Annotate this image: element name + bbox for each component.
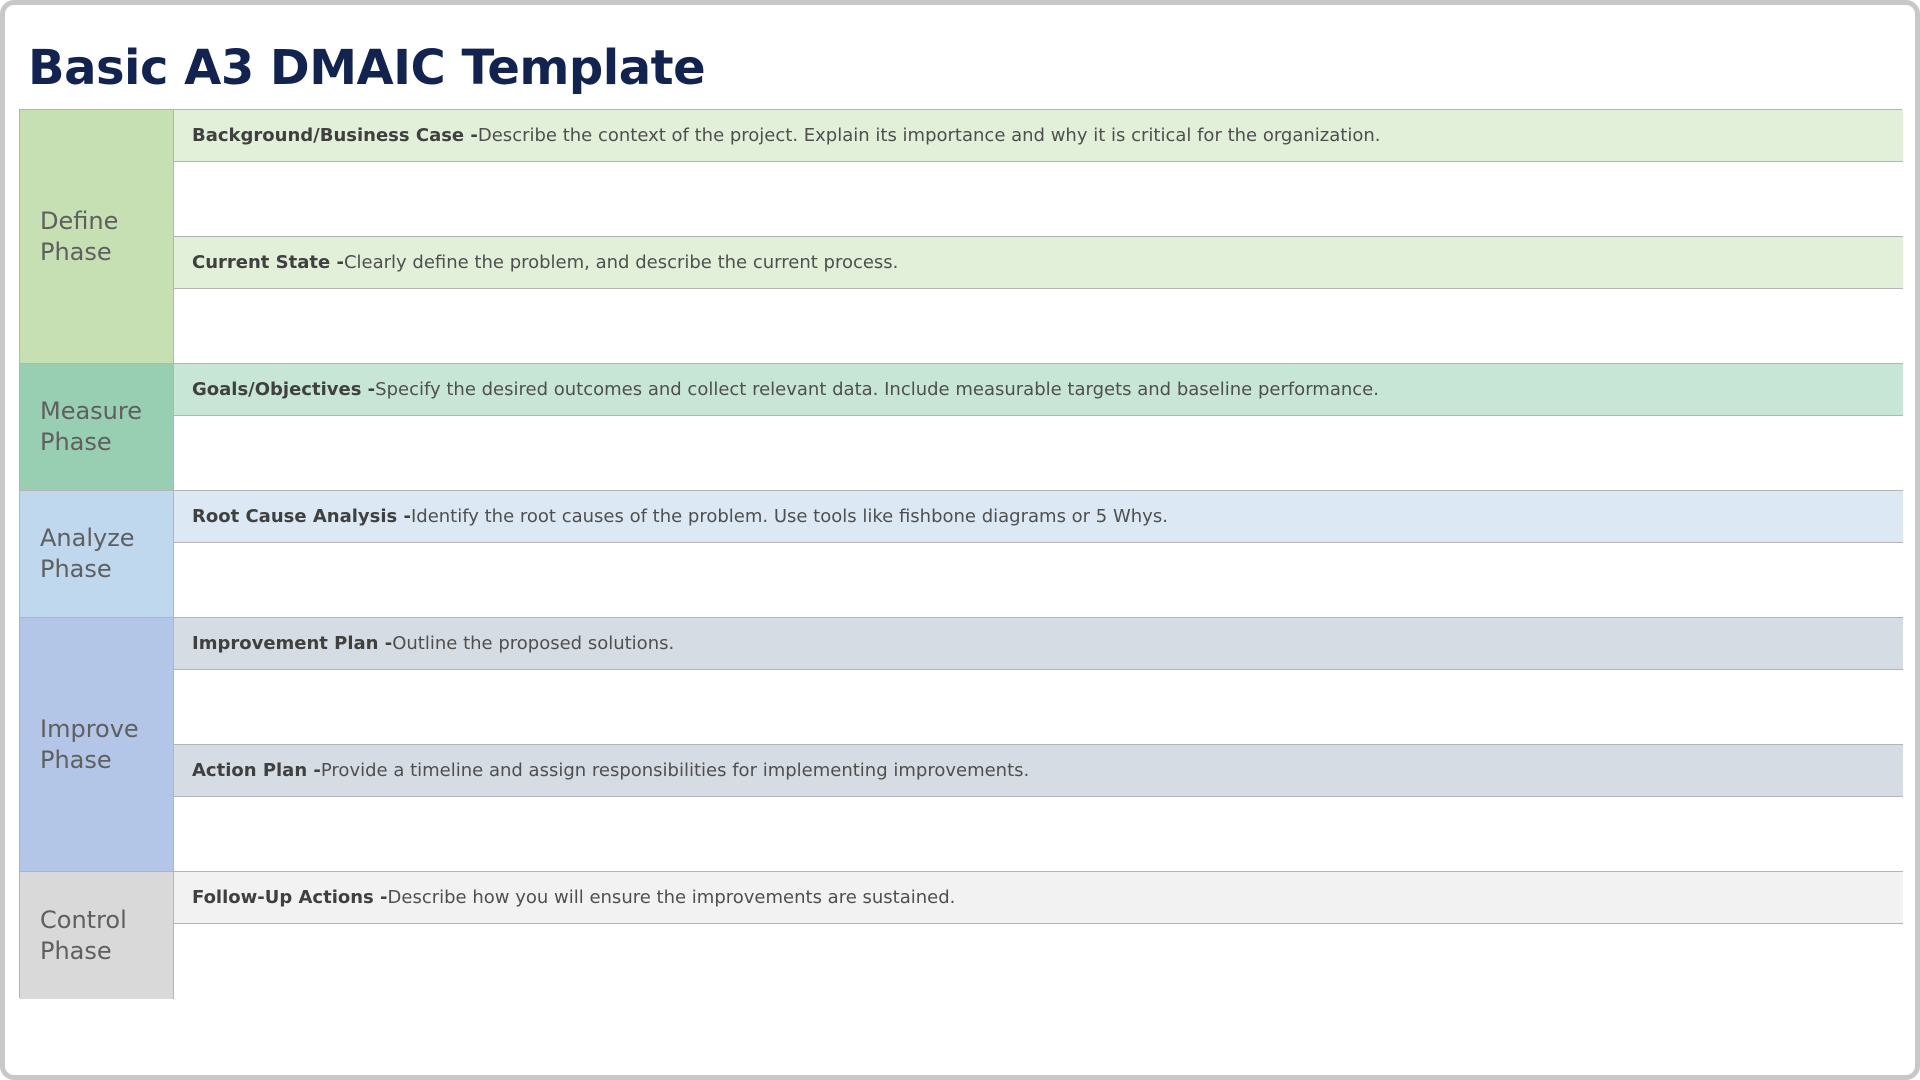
section-description: Describe how you will ensure the improvements are sustained. — [387, 887, 956, 908]
section-heading: Improvement Plan - — [192, 633, 393, 654]
section-content-field[interactable] — [174, 162, 1903, 236]
phase-improve: Improve Phase — [20, 618, 174, 872]
section-header — [174, 745, 1903, 797]
section-goals-objectives — [174, 364, 1903, 491]
section-header — [174, 237, 1903, 289]
section-description: Outline the proposed solutions. — [392, 633, 675, 654]
section-follow-up-actions — [174, 872, 1903, 999]
section-heading: Current State - — [192, 252, 344, 273]
phase-define: Define Phase — [20, 110, 174, 364]
section-action-plan — [174, 745, 1903, 872]
section-heading: Background/Business Case - — [192, 125, 478, 146]
section-header — [174, 110, 1903, 162]
section-improvement-plan — [174, 618, 1903, 745]
section-description: Provide a timeline and assign responsibilities for implementing improvements. — [320, 760, 1030, 781]
section-content-field[interactable] — [174, 670, 1903, 744]
section-background-business-case — [174, 110, 1903, 237]
section-header — [174, 618, 1903, 670]
dmaic-table — [19, 109, 1902, 998]
section-current-state — [174, 237, 1903, 364]
section-header — [174, 364, 1903, 416]
section-heading: Follow-Up Actions - — [192, 887, 388, 908]
section-description: Clearly define the problem, and describe the current process. — [343, 252, 899, 273]
section-heading: Goals/Objectives - — [192, 379, 376, 400]
section-heading: Action Plan - — [192, 760, 321, 781]
section-header — [174, 491, 1903, 543]
section-heading: Root Cause Analysis - — [192, 506, 411, 527]
section-content-field[interactable] — [174, 416, 1903, 490]
section-content-field[interactable] — [174, 797, 1903, 871]
phase-measure: Measure Phase — [20, 364, 174, 491]
phase-control: Control Phase — [20, 872, 174, 999]
section-root-cause-analysis — [174, 491, 1903, 618]
section-content-field[interactable] — [174, 543, 1903, 617]
section-content-field[interactable] — [174, 289, 1903, 363]
section-description: Describe the context of the project. Explain its importance and why it is critical for the organization. — [477, 125, 1381, 146]
phase-analyze: Analyze Phase — [20, 491, 174, 618]
section-content-field[interactable] — [174, 924, 1903, 999]
section-description: Specify the desired outcomes and collect relevant data. Include measurable targets and baseline performance. — [375, 379, 1379, 400]
section-description: Identify the root causes of the problem. Use tools like fishbone diagrams or 5 Whys. — [410, 506, 1168, 527]
page-title: Basic A3 DMAIC Template — [28, 40, 706, 96]
section-header — [174, 872, 1903, 924]
